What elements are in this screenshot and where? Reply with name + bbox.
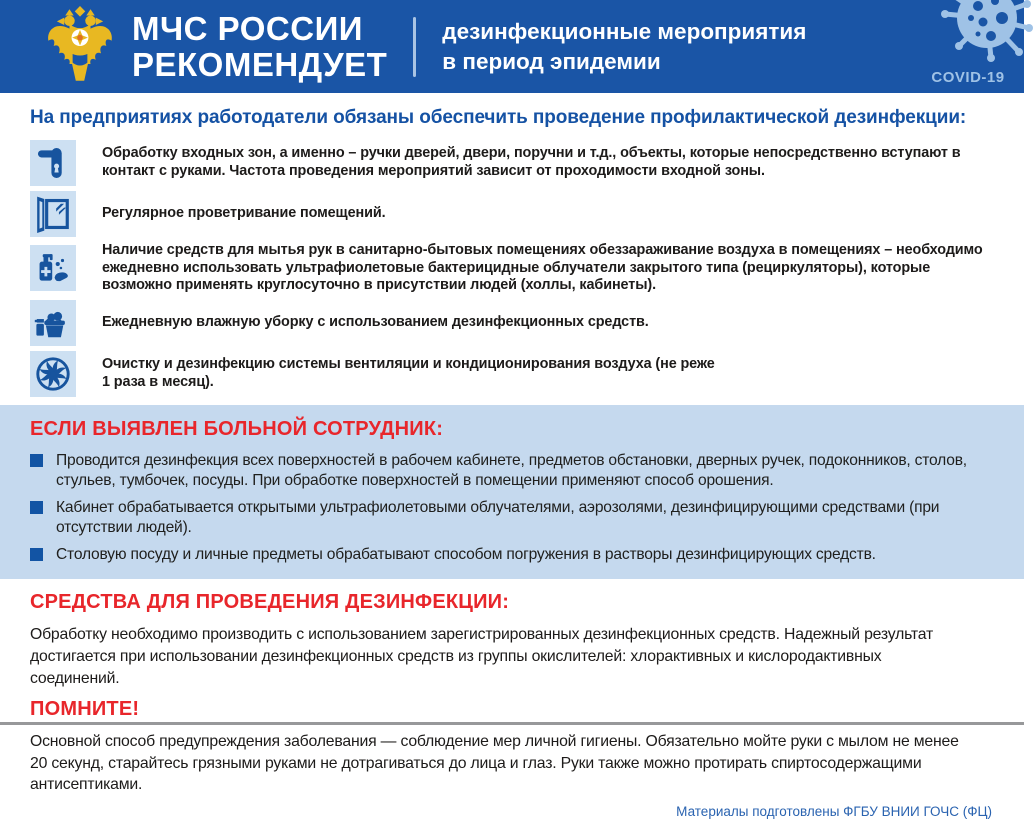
sick-employee-section [0, 405, 1024, 580]
bullet-square-icon [30, 501, 43, 514]
bottom-section [0, 579, 1024, 819]
covid-label: COVID-19 [931, 69, 1005, 86]
org-title-line1: МЧС РОССИИ [132, 10, 364, 48]
remember-heading: ПОМНИТЕ! [30, 697, 140, 720]
ventilation-fan-icon [30, 351, 76, 397]
bullet-square-icon [30, 454, 43, 467]
sick-employee-heading: ЕСЛИ ВЫЯВЛЕН БОЛЬНОЙ СОТРУДНИК: [30, 417, 444, 440]
mchs-emblem-icon [44, 5, 116, 90]
cleaning-bucket-icon [30, 300, 76, 346]
org-title-line2: РЕКОМЕНДУЕТ [132, 45, 388, 83]
list-item-text: Ежедневную влажную уборку с использованием дезинфекционных средств. [102, 313, 649, 330]
bullet-text: Проводится дезинфекция всех поверхностей в рабочем кабинете, предметов обстановки, дверных ручек, подоконников, столов, стульев, тумбочек, посуды. При обработке поверхностей в помещении применяют способ орошения. [56, 451, 967, 489]
bullet-item [30, 498, 994, 538]
header-subtitle-line1: дезинфекционные мероприятия [442, 19, 807, 45]
disinfectants-body: Обработку необходимо производить с использованием зарегистрированных дезинфекционных средств. Надежный результат достигается при использовании дезинфекционных средств из группы окислителей: хлорактивных и кислородактивных соединений. [30, 626, 934, 688]
sanitizer-icon [30, 245, 76, 291]
header-separator [413, 17, 416, 77]
list-item [30, 300, 994, 346]
list-item-text: Обработку входных зон, а именно – ручки дверей, двери, поручни и т.д., объекты, которые непосредственно вступают в контакт с руками. Частота проведения мероприятий зависит от проходимости входной зоны. [102, 145, 961, 179]
list-item [30, 191, 994, 237]
header-band [0, 0, 1024, 93]
list-item-text: Очистку и дезинфекцию системы вентиляции и кондиционирования воздуха (не реже 1 раза в месяц). [102, 356, 715, 390]
bullet-item [30, 545, 994, 565]
covid-badge [918, 0, 1036, 86]
virus-icon [921, 0, 1033, 70]
list-item-text: Наличие средств для мытья рук в санитарно-бытовых помещениях обеззараживание воздуха в помещениях – необходимо ежедневно использовать ультрафиолетовые бактерицидные облучатели закрытого типа (рециркуляторы), которые возможно применять круглосуточно в присутствии людей (холлы, кабинеты). [102, 242, 983, 294]
bullet-text: Столовую посуду и личные предметы обрабатывают способом погружения в растворы дезинфицирующих средств. [56, 545, 876, 563]
list-item-text: Регулярное проветривание помещений. [102, 205, 386, 222]
list-item [30, 140, 994, 186]
prevention-section [0, 93, 1024, 397]
bullet-item [30, 451, 994, 491]
disinfectants-heading: СРЕДСТВА ДЛЯ ПРОВЕДЕНИЯ ДЕЗИНФЕКЦИИ: [30, 591, 510, 614]
credit-note: Материалы подготовлены ФГБУ ВНИИ ГОЧС (ФЦ) [676, 804, 992, 819]
remember-body: Основной способ предупреждения заболевания — соблюдение мер личной гигиены. Обязательно мойте руки с мылом не менее 20 секунд, старайтесь грязными руками не дотрагиваться до лица и глаз. Руки также можно протирать спиртосодержащими антисептиками. [30, 732, 959, 794]
list-item [30, 351, 994, 397]
bullet-text: Кабинет обрабатывается открытыми ультрафиолетовыми облучателями, аэрозолями, дезинфицирующими средствами (при отсутствии людей). [56, 498, 940, 536]
list-item [30, 242, 994, 295]
header-subtitle [442, 17, 806, 76]
window-icon [30, 191, 76, 237]
org-title [132, 11, 387, 82]
header-subtitle-line2: в период эпидемии [442, 48, 661, 74]
prevention-heading: На предприятиях работодатели обязаны обеспечить проведение профилактической дезинфекции: [30, 107, 967, 128]
door-handle-icon [30, 140, 76, 186]
bullet-square-icon [30, 548, 43, 561]
